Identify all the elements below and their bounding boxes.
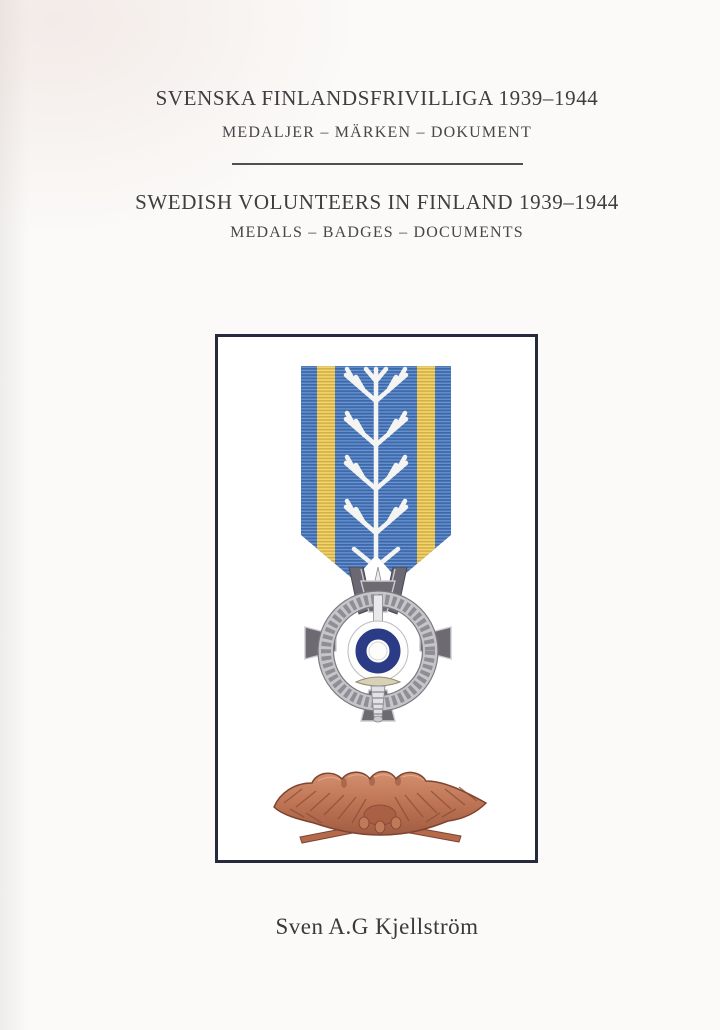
fir-branch-badge-illustration <box>268 767 493 852</box>
swedish-subtitle: MEDALJER – MÄRKEN – DOKUMENT <box>221 124 533 141</box>
english-subtitle: MEDALS – BADGES – DOCUMENTS <box>230 224 524 241</box>
author-name: Sven A.G Kjellström <box>275 914 479 939</box>
ribbon-body <box>300 365 452 593</box>
medal-ribbon-illustration <box>300 365 452 593</box>
title-divider <box>232 163 523 165</box>
medal-cross-illustration <box>302 567 454 739</box>
swedish-title: SVENSKA FINLANDSFRIVILLIGA 1939–1944 <box>155 86 599 110</box>
english-title: SWEDISH VOLUNTEERS IN FINLAND 1939–1944 <box>135 190 619 214</box>
medal-photo-frame <box>215 334 538 863</box>
center-roundel <box>348 621 408 681</box>
